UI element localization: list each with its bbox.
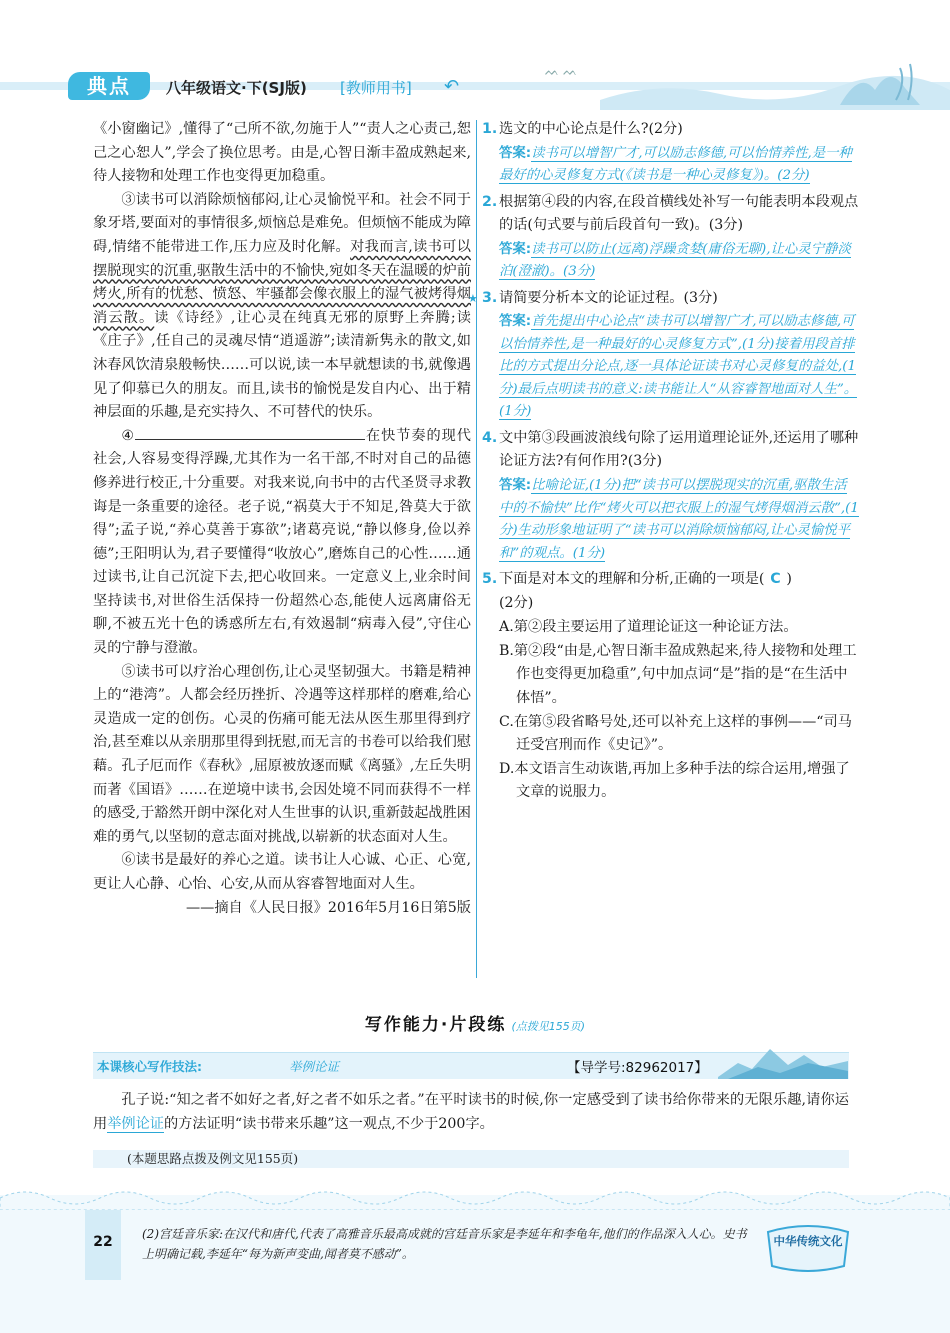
fill-in-blank-line[interactable]: [135, 425, 365, 440]
answer-text: 读书可以防止(远离)浮躁贪婪(庸俗无聊),让心灵宁静淡泊(澄澈)。(3分): [499, 241, 851, 280]
question-1: [482, 118, 860, 188]
question-points: (2分): [499, 594, 534, 611]
teacher-edition-tag: [教师用书]: [340, 79, 412, 97]
paragraph-3-lead: ③读书可以消除烦恼郁闷,让心灵愉悦平和。社会不同于象牙塔,要面对的事情很多,烦恼总是难免。但烦恼不能成为障碍,情绪不能带进工作,压力应及时化解。: [93, 191, 471, 255]
question-number: 3.: [482, 289, 498, 306]
return-arrow-icon: ↶: [444, 76, 460, 97]
badge-text: 中华传统文化: [773, 1234, 843, 1248]
answer-text: 比喻论证,(1分)把“读书可以摆脱现实的沉重,驱散生活中的不愉快”比作“烤火可以把衣服上的湿气烤得烟消云散”,(1分)生动形象地证明了“读书可以消除烦恼郁闷,让心灵愉悦平和”的观点。(1分): [499, 478, 859, 561]
questions-column: [468, 118, 860, 805]
answer: [482, 143, 860, 188]
culture-badge: [762, 1222, 854, 1274]
guide-number: 【导学号:82962017】: [567, 1060, 708, 1076]
book-title: 八年级语文·下(SJ版): [166, 79, 307, 97]
section-title: 写作能力·片段练: [364, 1015, 507, 1035]
question-text: [482, 118, 860, 142]
question-number: 4.: [482, 429, 498, 446]
answer-label: 答案:: [499, 241, 532, 257]
wavy-underlined-sentence: 对我而言,读书可以摆脱现实的沉重,驱散生活中的不愉快,宛如冬天在温暖的炉前烤火,所有的忧愁、愤怒、牢骚都会像衣服上的湿气被烤得烟消云散。: [93, 238, 471, 326]
paragraph-4-marker: ④: [121, 427, 136, 444]
writing-section-title: [0, 1010, 950, 1035]
article-paragraph-4: [93, 425, 471, 661]
skill-bar: [93, 1052, 849, 1079]
footnote: (2)宫廷音乐家:在汉代和唐代,代表了高雅音乐最高成就的宫廷音乐家是李延年和李龟年,他们的作品深入人心。史书上明确记载,李延年“每为新声变曲,闻者莫不感动”。: [142, 1227, 747, 1261]
answer: [482, 475, 860, 565]
option-text: D.本文语言生动诙谐,再加上多种手法的综合运用,增强了文章的说服力。: [499, 760, 850, 801]
question-number: 5.: [482, 571, 498, 588]
option-b: [482, 640, 860, 711]
choice-answer: C: [770, 571, 781, 588]
answer-label: 答案:: [499, 478, 532, 494]
question-4: [482, 427, 860, 565]
option-text: A.第②段主要运用了道理论证这一种论证方法。: [499, 619, 798, 636]
brand-logo: 典点: [68, 72, 150, 100]
column-divider: [476, 120, 477, 978]
writing-prompt: [93, 1088, 849, 1136]
option-c: [482, 711, 860, 758]
section-reference: (点拨见155页): [511, 1020, 586, 1033]
option-text: C.在第⑤段省略号处,还可以补充上这样的事例——“司马迁受宫刑而作《史记》”。: [499, 713, 852, 754]
footer-wave-decoration: [0, 1180, 950, 1210]
question-number: 2.: [482, 193, 498, 210]
question-prompt: 请简要分析本文的论证过程。(3分): [499, 289, 718, 306]
question-number: 1.: [482, 121, 498, 137]
question-2: [482, 191, 860, 284]
article-column: [93, 118, 471, 920]
badge-scroll-icon: [762, 1222, 854, 1274]
page-header: [0, 60, 950, 110]
article-paragraph-5: ⑤读书可以疗治心理创伤,让心灵坚韧强大。书籍是精神上的“港湾”。人都会经历挫折、冷遇等这样那样的磨难,给心灵造成一定的创伤。心灵的伤痛可能无法从医生那里得到疗治,甚至难以从亲朋那里得到抚慰,而无言的书卷可以给我们慰藉。孔子厄而作《春秋》,屈原被放逐而赋《离骚》,左丘失明而著《国语》……在逆境中读书,会因处境不同而获得不一样的感受,于豁然开朗中深化对人生世事的认识,重新鼓起战胜困难的勇气,以坚韧的意志面对挑战,以崭新的状态面对人生。: [93, 663, 471, 845]
star-icon: ★: [468, 291, 478, 305]
paragraph-4-text: 在快节奏的现代社会,人容易变得浮躁,尤其作为一名干部,不时对自己的品德修养进行校正,十分重要。对我来说,向书中的古代圣贤寻求教诲是一条重要的途径。老子说,“祸莫大于不知足,咎莫大于欲得”;孟子说,“养心莫善于寡欲”;诸葛亮说,“静以修身,俭以养德”;王阳明认为,君子要懂得“收放心”,磨炼自己的心性……通过读书,让自己沉淀下去,把心收回来。一定意义上,业余时间坚持读书,对世俗生活保持一份超然心态,能使人远离庸俗无聊,不被五光十色的诱惑所左右,有效遏制“病毒入侵”,守住心灵的宁静与澄澈。: [93, 427, 471, 657]
answer-text: 首先提出中心论点“读书可以增智广才,可以励志修德,可以怡情养性,是一种最好的心灵修复方式”,(1分)接着用段首排比的方式提出分论点,逐一具体论证读书对心灵修复的益处,(1分)最后点明读书的意义:读书能让人“从容睿智地面对人生”。(1分): [499, 314, 858, 420]
question-5: [482, 568, 860, 805]
paragraph-3-rest: 读《诗经》,让心灵在纯真无邪的原野上奔腾;读《庄子》,任自己的灵魂尽情“逍遥游”;读清新隽永的散文,如沐春风饮清泉般畅快……可以说,读一本早就想读的书,就像遇见了仰慕已久的朋友。而且,读书的愉悦是发自内心、出于精神层面的乐趣,是充实持久、不可替代的快乐。: [93, 309, 471, 421]
page-number-box: [85, 1210, 121, 1280]
answer-label: 答案:: [499, 314, 532, 330]
option-d: [482, 758, 860, 805]
prompt-text-end: 的方法证明“读书带来乐趣”这一观点,不少于200字。: [163, 1116, 494, 1132]
hint-text: (本题思路点拨及例文见155页): [127, 1151, 299, 1166]
article-source: ——摘自《人民日报》2016年5月16日第5版: [185, 899, 471, 916]
question-text: [482, 427, 860, 474]
skill-value: 举例论证: [289, 1059, 340, 1074]
option-a: [482, 616, 860, 640]
question-prompt-end: ): [786, 571, 792, 588]
birds-icon: ᨓ ᨓ: [545, 64, 578, 78]
question-prompt: 选文的中心论点是什么?(2分): [499, 121, 683, 137]
skill-label: 本课核心写作技法:: [97, 1059, 202, 1074]
prompt-text: 孔子说:“知之者不如好之者,好之者不如乐之者。”在平时读书的时候,你一定感受到了读书给你带来的无限乐趣,请你运用: [93, 1092, 849, 1132]
question-3: [468, 287, 860, 424]
option-text: B.第②段“由是,心智日渐丰盈成熟起来,待人接物和处理工作也变得更加稳重”,句中加点词“是”指的是“在生活中体悟”。: [499, 642, 857, 707]
landscape-decoration: [600, 60, 950, 110]
article-paragraph-2-end: 《小窗幽记》,懂得了“己所不欲,勿施于人”“责人之心责己,恕己之心恕人”,学会了换位思考。由是,心智日渐丰盈成熟起来,待人接物和处理工作也变得更加稳重。: [93, 121, 471, 185]
answer: [482, 311, 860, 424]
question-text: [468, 287, 860, 311]
mountain-decoration: [718, 1037, 848, 1079]
prompt-highlight: 举例论证: [107, 1116, 164, 1132]
page-number: 22: [93, 1234, 113, 1250]
question-text: [482, 191, 860, 238]
answer-text: 读书可以增智广才,可以励志修德,可以怡情养性,是一种最好的心灵修复方式(《读书是一种心灵修复》)。(2分): [499, 145, 852, 184]
answer: [482, 239, 860, 284]
hint-bar: [93, 1150, 849, 1168]
question-prompt: 下面是对本文的理解和分析,正确的一项是(: [499, 571, 765, 588]
article-paragraph-3: [93, 189, 471, 425]
question-prompt: 文中第③段画波浪线句除了运用道理论证外,还运用了哪种论证方法?有何作用?(3分): [499, 429, 859, 470]
article-paragraph-6: ⑥读书是最好的养心之道。读书让人心诚、心正、心宽,更让人心静、心怡、心安,从而从容睿智地面对人生。: [93, 852, 471, 892]
question-prompt: 根据第④段的内容,在段首横线处补写一句能表明本段观点的话(句式要与前后段首句一致)。(3分): [499, 193, 859, 234]
answer-label: 答案:: [499, 145, 532, 161]
question-text: [482, 568, 860, 615]
